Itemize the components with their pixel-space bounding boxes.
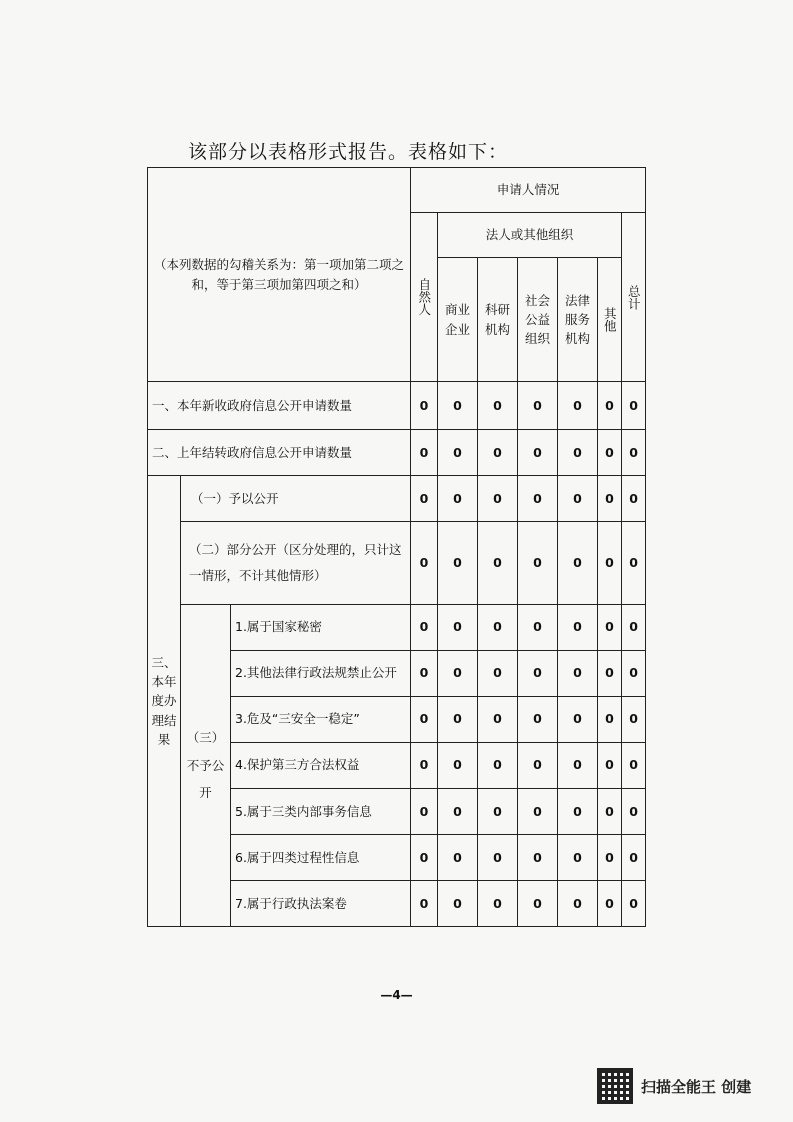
- cell-value: 0: [622, 430, 646, 476]
- cell-value: 0: [478, 696, 518, 742]
- cell-value: 0: [622, 834, 646, 880]
- cell-value: 0: [478, 880, 518, 926]
- cell-value: 0: [518, 522, 558, 604]
- cell-value: 0: [518, 476, 558, 522]
- cell-value: 0: [411, 696, 438, 742]
- cell-value: 0: [411, 522, 438, 604]
- cell-value: 0: [518, 430, 558, 476]
- cell-value: 0: [622, 604, 646, 650]
- cell-value: 0: [411, 880, 438, 926]
- table-row: [148, 430, 646, 476]
- cell-value: 0: [438, 834, 478, 880]
- cell-value: 0: [598, 476, 622, 522]
- cell-value: 0: [478, 834, 518, 880]
- cell-value: 0: [518, 788, 558, 834]
- cell-value: 0: [478, 382, 518, 430]
- cell-value: 0: [622, 788, 646, 834]
- cell-value: 0: [518, 880, 558, 926]
- cell-value: 0: [518, 742, 558, 788]
- qr-code-icon: [597, 1068, 633, 1104]
- header-natural-person: 自然人: [411, 213, 438, 382]
- row-label: 4.保护第三方合法权益: [231, 742, 411, 788]
- cell-value: 0: [438, 880, 478, 926]
- header-note: （本列数据的勾稽关系为：第一项加第二项之和，等于第三项加第四项之和）: [148, 168, 411, 382]
- cell-value: 0: [558, 880, 598, 926]
- cell-value: 0: [558, 430, 598, 476]
- cell-value: 0: [478, 650, 518, 696]
- watermark-text: 扫描全能王 创建: [641, 1077, 752, 1096]
- table-row: [148, 604, 646, 650]
- cell-value: 0: [411, 742, 438, 788]
- intro-text: 该部分以表格形式报告。表格如下：: [188, 141, 509, 163]
- cell-value: 0: [598, 880, 622, 926]
- cell-value: 0: [438, 430, 478, 476]
- cell-value: 0: [438, 476, 478, 522]
- group-label-results: 三、本年度办理结果: [148, 476, 181, 927]
- cell-value: 0: [598, 604, 622, 650]
- row-label: 1.属于国家秘密: [231, 604, 411, 650]
- cell-value: 0: [478, 604, 518, 650]
- row-label: （一）予以公开: [181, 476, 411, 522]
- cell-value: 0: [558, 696, 598, 742]
- row-label: 二、上年结转政府信息公开申请数量: [148, 430, 411, 476]
- cell-value: 0: [438, 650, 478, 696]
- cell-value: 0: [598, 382, 622, 430]
- cell-value: 0: [438, 742, 478, 788]
- row-label: 2.其他法律行政法规禁止公开: [231, 650, 411, 696]
- cell-value: 0: [518, 604, 558, 650]
- cell-value: 0: [598, 430, 622, 476]
- table-row: [148, 382, 646, 430]
- cell-value: 0: [558, 522, 598, 604]
- row-label: 一、本年新收政府信息公开申请数量: [148, 382, 411, 430]
- cell-value: 0: [598, 788, 622, 834]
- cell-value: 0: [558, 382, 598, 430]
- cell-value: 0: [478, 788, 518, 834]
- cell-value: 0: [558, 788, 598, 834]
- cell-value: 0: [438, 382, 478, 430]
- cell-value: 0: [478, 476, 518, 522]
- cell-value: 0: [622, 650, 646, 696]
- header-public-welfare: 社会公益组织: [518, 258, 558, 382]
- cell-value: 0: [558, 650, 598, 696]
- cell-value: 0: [438, 522, 478, 604]
- row-label: 3.危及“三安全一稳定”: [231, 696, 411, 742]
- cell-value: 0: [478, 522, 518, 604]
- cell-value: 0: [478, 742, 518, 788]
- cell-value: 0: [622, 382, 646, 430]
- page-number: —4—: [380, 988, 413, 1002]
- cell-value: 0: [558, 834, 598, 880]
- cell-value: 0: [518, 650, 558, 696]
- cell-value: 0: [518, 382, 558, 430]
- row-label: 7.属于行政执法案卷: [231, 880, 411, 926]
- cell-value: 0: [622, 742, 646, 788]
- group-label-not-disclosed: （三）不予公开: [181, 604, 231, 927]
- cell-value: 0: [598, 742, 622, 788]
- header-applicant: 申请人情况: [411, 168, 646, 213]
- header-total: 总计: [622, 213, 646, 382]
- cell-value: 0: [411, 430, 438, 476]
- cell-value: 0: [558, 742, 598, 788]
- cell-value: 0: [411, 650, 438, 696]
- row-label: 6.属于四类过程性信息: [231, 834, 411, 880]
- cell-value: 0: [558, 476, 598, 522]
- header-legal-service: 法律服务机构: [558, 258, 598, 382]
- cell-value: 0: [438, 696, 478, 742]
- header-legal-org: 法人或其他组织: [438, 213, 622, 258]
- scanner-watermark: [597, 1068, 751, 1104]
- header-business: 商业企业: [438, 258, 478, 382]
- row-label: 5.属于三类内部事务信息: [231, 788, 411, 834]
- cell-value: 0: [411, 834, 438, 880]
- table-row: [148, 522, 646, 604]
- table-row: [148, 476, 646, 522]
- cell-value: 0: [411, 382, 438, 430]
- cell-value: 0: [518, 834, 558, 880]
- cell-value: 0: [622, 696, 646, 742]
- cell-value: 0: [598, 522, 622, 604]
- cell-value: 0: [411, 604, 438, 650]
- cell-value: 0: [438, 788, 478, 834]
- cell-value: 0: [598, 834, 622, 880]
- cell-value: 0: [558, 604, 598, 650]
- cell-value: 0: [622, 476, 646, 522]
- cell-value: 0: [411, 788, 438, 834]
- cell-value: 0: [518, 696, 558, 742]
- cell-value: 0: [438, 604, 478, 650]
- row-label: （二）部分公开（区分处理的，只计这一情形，不计其他情形）: [181, 522, 411, 604]
- header-other: 其他: [598, 258, 622, 382]
- cell-value: 0: [598, 650, 622, 696]
- header-research: 科研机构: [478, 258, 518, 382]
- report-table: [147, 167, 646, 927]
- cell-value: 0: [622, 522, 646, 604]
- cell-value: 0: [598, 696, 622, 742]
- cell-value: 0: [478, 430, 518, 476]
- cell-value: 0: [622, 880, 646, 926]
- cell-value: 0: [411, 476, 438, 522]
